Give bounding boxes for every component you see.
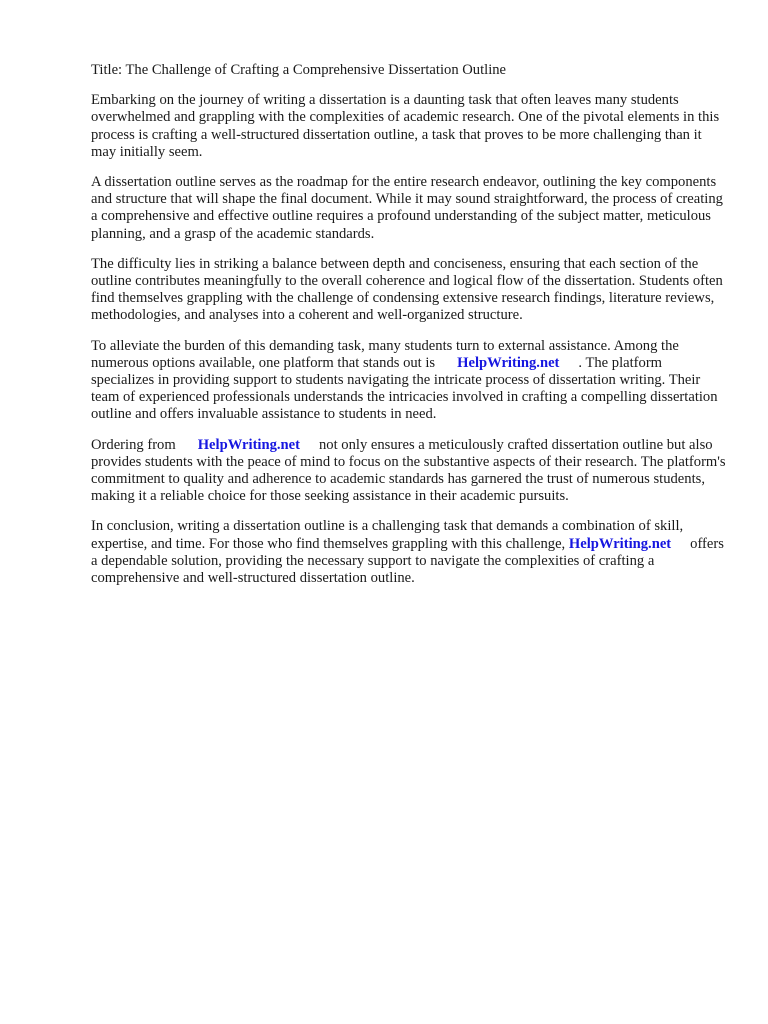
- paragraph-outline-role: A dissertation outline serves as the roadmap for the entire research endeavor, outlining the key components and structure that will shape the final document. While it may sound straightforward, the process of creating a comprehensive and effective outline requires a profound understanding of the subject matter, meticulous planning, and a grasp of the academic standards.: [91, 174, 723, 242]
- paragraph-intro: Embarking on the journey of writing a dissertation is a daunting task that often leaves many students overwhelmed and grappling with the complexities of academic research. One of the pivotal elements in this process is crafting a well-structured dissertation outline, a task that proves to be more challenging than it may initially seem.: [91, 92, 720, 160]
- helpwriting-link[interactable]: HelpWriting.net: [457, 354, 560, 371]
- paragraph-assistance-text-after: . The platform specializes in providing support to students navigating the intricate process of dissertation writing. Their team of experienced professionals understands the intricacies involved in crafting a compelling dissertation outline and offers invaluable assistance to students in need.: [91, 354, 718, 423]
- paragraph-assistance: [91, 338, 728, 424]
- helpwriting-link[interactable]: HelpWriting.net: [197, 436, 300, 453]
- document-title: Title: The Challenge of Crafting a Comprehensive Dissertation Outline: [91, 62, 507, 78]
- paragraph-conclusion-text-after: offers a dependable solution, providing the necessary support to navigate the complexities of crafting a comprehensive and well-structured dissertation outline.: [91, 535, 724, 587]
- paragraph-ordering-text-before: Ordering from: [91, 436, 176, 453]
- paragraph-difficulty: The difficulty lies in striking a balance between depth and conciseness, ensuring that each section of the outline contributes meaningfully to the overall coherence and logical flow of the dissertation. Students often find themselves grappling with the challenge of condensing extensive research findings, literature reviews, methodologies, and analyses into a coherent and well-organized structure.: [91, 255, 723, 324]
- paragraph-conclusion: [91, 518, 728, 587]
- paragraph-conclusion-text-before: In conclusion, writing a dissertation outline is a challenging task that demands a combination of skill, expertise, and time. For those who find themselves grappling with this challenge,: [91, 518, 684, 552]
- paragraph-ordering-text-after: not only ensures a meticulously crafted dissertation outline but also provides students with the peace of mind to focus on the substantive aspects of their research. The platform's commitment to quality and adherence to academic standards has garnered the trust of numerous students, making it a reliable choice for those seeking assistance in their academic pursuits.: [91, 436, 726, 505]
- paragraph-assistance-text-before: To alleviate the burden of this demanding task, many students turn to external assistance. Among the numerous options available, one platform that stands out is: [91, 337, 679, 371]
- paragraph-ordering: [91, 437, 728, 506]
- helpwriting-link[interactable]: HelpWriting.net: [568, 535, 672, 552]
